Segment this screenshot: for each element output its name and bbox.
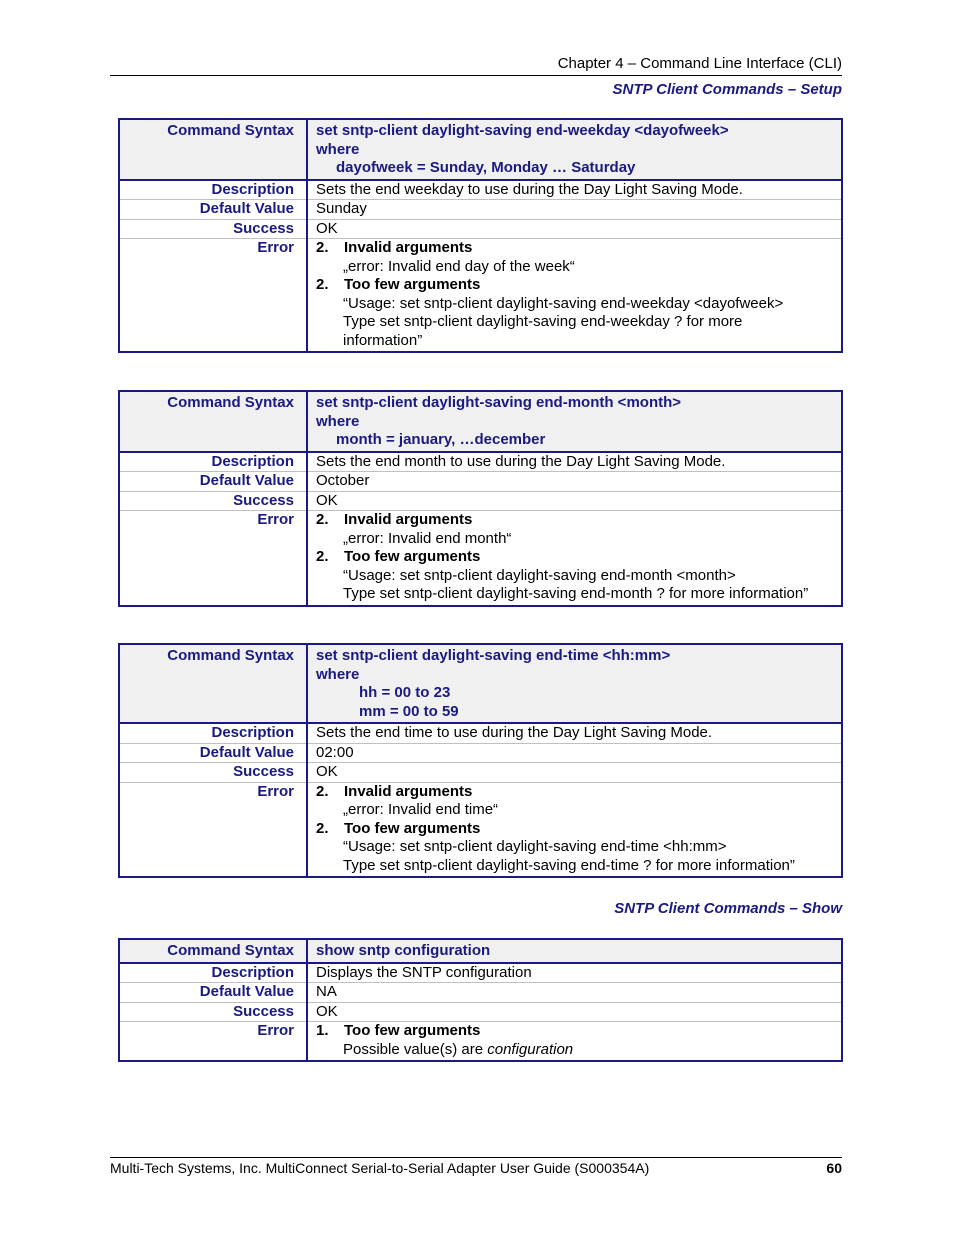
default-value-row	[119, 983, 842, 1003]
success-value: OK	[307, 763, 842, 783]
error-item-text: “Usage: set sntp-client daylight-saving end-time <hh:mm>	[343, 838, 727, 855]
error-item-text: Possible value(s) are configuration	[343, 1040, 574, 1058]
success-value: OK	[307, 491, 842, 511]
default-value-row	[119, 743, 842, 763]
success-row	[119, 763, 842, 783]
header-chapter: Chapter 4 – Command Line Interface (CLI)	[557, 55, 842, 72]
error-value	[307, 782, 842, 877]
error-row	[119, 1022, 842, 1062]
syntax-row	[119, 644, 842, 723]
description-label: Description	[119, 452, 307, 472]
error-label: Error	[119, 239, 307, 353]
command-syntax-label: Command Syntax	[119, 644, 307, 723]
error-item-title: 2. Invalid arguments	[316, 239, 473, 256]
error-label: Error	[119, 782, 307, 877]
command-table-end-time	[118, 643, 843, 878]
error-row	[119, 511, 842, 606]
command-table-end-month	[118, 390, 843, 607]
header-rule	[110, 75, 842, 76]
success-value: OK	[307, 1002, 842, 1022]
default-value: October	[307, 472, 842, 492]
error-item-title: 2. Invalid arguments	[316, 782, 473, 800]
error-item-title: 1. Too few arguments	[316, 1022, 481, 1039]
default-value-row	[119, 200, 842, 220]
footer-rule	[110, 1157, 842, 1158]
description-value: Sets the end weekday to use during the Day Light Saving Mode.	[307, 180, 842, 200]
default-value-label: Default Value	[119, 743, 307, 763]
error-item-text: “Usage: set sntp-client daylight-saving end-weekday <dayofweek>	[343, 294, 784, 312]
command-syntax-value	[307, 391, 842, 452]
default-value: Sunday	[307, 200, 842, 220]
default-value: NA	[307, 983, 842, 1003]
error-item-text: information”	[343, 331, 423, 349]
description-label: Description	[119, 963, 307, 983]
description-label: Description	[119, 180, 307, 200]
syntax-row	[119, 939, 842, 963]
error-item-text: Type set sntp-client daylight-saving end-weekday ? for more	[343, 313, 743, 330]
section-title-setup: SNTP Client Commands – Setup	[612, 81, 842, 98]
success-label: Success	[119, 763, 307, 783]
default-value-label: Default Value	[119, 200, 307, 220]
syntax-param: hh = 00 to 23	[359, 684, 451, 701]
error-item-text: „error: Invalid end month“	[343, 529, 512, 547]
section-title-show: SNTP Client Commands – Show	[614, 900, 842, 917]
error-label: Error	[119, 511, 307, 606]
error-item-text: “Usage: set sntp-client daylight-saving end-month <month>	[343, 566, 736, 584]
success-label: Success	[119, 491, 307, 511]
default-value-row	[119, 472, 842, 492]
page-number: 60	[826, 1160, 842, 1176]
footer-text: Multi-Tech Systems, Inc. MultiConnect Serial-to-Serial Adapter User Guide (S000354A)	[110, 1160, 650, 1176]
success-row	[119, 1002, 842, 1022]
command-syntax-value	[307, 119, 842, 180]
syntax-param: mm = 00 to 59	[359, 702, 459, 720]
description-row	[119, 452, 842, 472]
syntax-where: where	[316, 412, 360, 430]
description-label: Description	[119, 723, 307, 743]
syntax-line: set sntp-client daylight-saving end-month <month>	[316, 394, 682, 411]
success-label: Success	[119, 219, 307, 239]
error-item-title: 2. Too few arguments	[316, 276, 481, 293]
description-row	[119, 180, 842, 200]
command-syntax-value	[307, 939, 842, 963]
syntax-line: set sntp-client daylight-saving end-weekday <dayofweek>	[316, 122, 729, 139]
default-value-label: Default Value	[119, 472, 307, 492]
syntax-row	[119, 119, 842, 180]
error-item-text: Type set sntp-client daylight-saving end-month ? for more information”	[343, 585, 809, 602]
error-value	[307, 511, 842, 606]
description-row	[119, 963, 842, 983]
command-syntax-value	[307, 644, 842, 723]
syntax-line: show sntp configuration	[316, 942, 491, 959]
error-item-text: „error: Invalid end day of the week“	[343, 257, 575, 275]
success-row	[119, 219, 842, 239]
error-row	[119, 782, 842, 877]
error-item-title: 2. Invalid arguments	[316, 511, 473, 528]
error-row	[119, 239, 842, 353]
default-value: 02:00	[307, 743, 842, 763]
success-value: OK	[307, 219, 842, 239]
error-label: Error	[119, 1022, 307, 1062]
syntax-param: month = january, …december	[336, 431, 546, 448]
description-value: Sets the end time to use during the Day Light Saving Mode.	[307, 723, 842, 743]
success-label: Success	[119, 1002, 307, 1022]
syntax-where: where	[316, 140, 360, 158]
description-value: Displays the SNTP configuration	[307, 963, 842, 983]
syntax-line: set sntp-client daylight-saving end-time <hh:mm>	[316, 647, 671, 664]
error-value	[307, 1022, 842, 1062]
command-syntax-label: Command Syntax	[119, 391, 307, 452]
error-item-text: „error: Invalid end time“	[343, 801, 499, 818]
syntax-row	[119, 391, 842, 452]
command-syntax-label: Command Syntax	[119, 939, 307, 963]
default-value-label: Default Value	[119, 983, 307, 1003]
description-row	[119, 723, 842, 743]
command-table-show-sntp	[118, 938, 843, 1062]
command-table-end-weekday	[118, 118, 843, 353]
command-syntax-label: Command Syntax	[119, 119, 307, 180]
success-row	[119, 491, 842, 511]
description-value: Sets the end month to use during the Day Light Saving Mode.	[307, 452, 842, 472]
error-item-title: 2. Too few arguments	[316, 548, 481, 565]
error-item-title: 2. Too few arguments	[316, 819, 481, 837]
error-item-text: Type set sntp-client daylight-saving end-time ? for more information”	[343, 856, 795, 874]
possible-value: configuration	[487, 1040, 574, 1058]
syntax-param: dayofweek = Sunday, Monday … Saturday	[336, 159, 636, 176]
error-value	[307, 239, 842, 353]
syntax-where: where	[316, 665, 360, 683]
